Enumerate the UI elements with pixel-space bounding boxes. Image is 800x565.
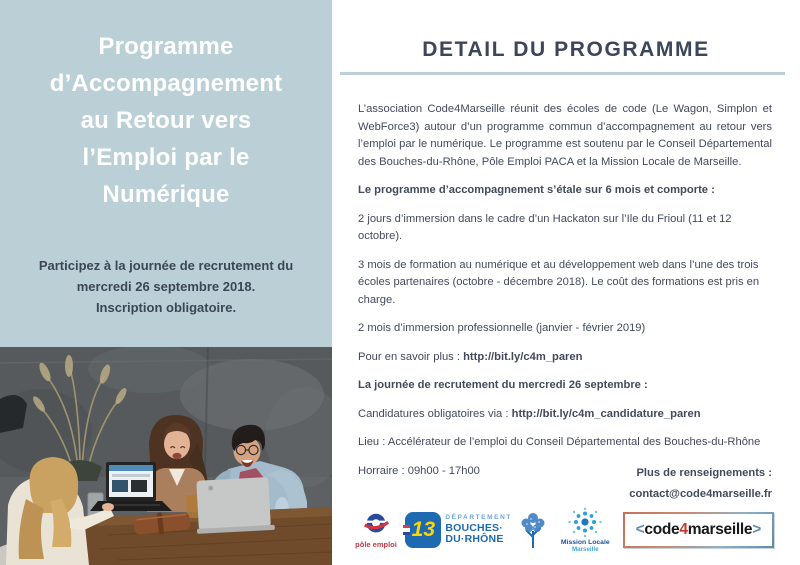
c4m-four: 4 [679,521,688,538]
flyer-title-line: l’Emploi par le [82,144,250,171]
tree-icon [518,511,548,549]
flyer-title-line: au Retour vers [80,107,252,134]
french-flag-icon [403,525,410,535]
c4m-city-text: marseille [687,521,753,538]
bdr-dept-label: DÉPARTEMENT [445,513,512,521]
hours-contact-row [358,463,772,505]
more-info [358,349,772,367]
flyer-title [0,28,332,213]
bdr-badge-icon [405,512,441,548]
pole-emploi-icon [362,511,390,539]
callout-line: Participez à la journée de recrutement du [38,258,294,273]
bdr-name-line2: DU·RHÔNE [445,533,504,546]
mission-locale-icon [566,507,604,539]
code4marseille-logo [623,512,774,548]
hours-line: Horraire : 09h00 - 17h00 [358,464,480,477]
flyer-title-line: d’Accompagnement [49,70,283,97]
team-photo-illustration [0,347,332,565]
silver-laptop [194,477,275,534]
c4m-code-text: code [644,521,680,538]
apply-link[interactable]: http://bit.ly/c4m_candidature_paren [511,407,701,420]
intro-paragraph: L’association Code4Marseille réunit des écoles de code (Le Wagon, Simplon et WebForce3) autour d’un programme commun d’accompagnement au retour vers l’emploi par le numérique. Le programme est soutenu par le Conseil Départemental des Bouches-du-Rhône, Pôle Emploi PACA et la Mission Locale de Marseille. [358,103,772,168]
mission-locale-city: Marseille [572,546,599,553]
callout-line: mercredi 26 septembre 2018. [76,279,256,294]
bouches-du-rhone-logo [405,511,548,549]
bdr-number: 13 [411,518,436,541]
team-photo [0,347,332,565]
recruitment-callout [0,255,332,318]
contact-block [629,463,772,505]
left-panel [0,0,332,565]
program-item-2: 3 mois de formation au numérique et au développement web dans l’une des trois écoles partenaires (octobre - décembre 2018). Le coût des formations est pris en charge. [358,258,760,306]
program-details [358,101,772,505]
c4m-open-bracket: < [635,521,645,538]
partner-logos [354,504,774,556]
program-item-1: 2 jours d’immersion dans le cadre d’un Hackaton sur l’Ile du Frioul (11 et 12 octobre). [358,212,732,242]
heading-underline [340,72,785,75]
more-info-label: Pour en savoir plus : [358,350,464,363]
location-line: Lieu : Accélérateur de l’emploi du Conseil Départemental des Bouches-du-Rhône [358,436,761,448]
recruitment-section-heading: La journée de recrutement du mercredi 26 septembre : [358,379,648,391]
flyer-title-line: Programme [98,33,234,60]
c4m-close-bracket: > [752,521,761,538]
detail-panel [332,0,800,565]
contact-email[interactable]: contact@code4marseille.fr [629,487,772,500]
page-title: DETAIL DU PROGRAMME [422,38,710,61]
pole-emploi-label: pôle emploi [355,540,397,549]
mission-locale-label: Mission Locale [560,539,610,546]
apply-line [358,406,772,424]
apply-label: Candidatures obligatoires via : [358,407,512,420]
mission-locale-logo [555,507,615,553]
more-info-link[interactable]: http://bit.ly/c4m_paren [463,350,583,363]
bdr-text [445,515,512,546]
flyer-title-line: Numérique [102,181,230,208]
program-section-heading: Le programme d’accompagnement s’étale sur 6 mois et comporte : [358,184,715,196]
callout-line: Inscription obligatoire. [95,300,237,315]
program-item-3: 2 mois d’immersion professionnelle (janvier - février 2019) [358,322,646,334]
pole-emploi-logo [354,511,398,549]
contact-label: Plus de renseignements : [636,466,772,479]
bdr-name-line1: BOUCHES· [445,522,503,535]
